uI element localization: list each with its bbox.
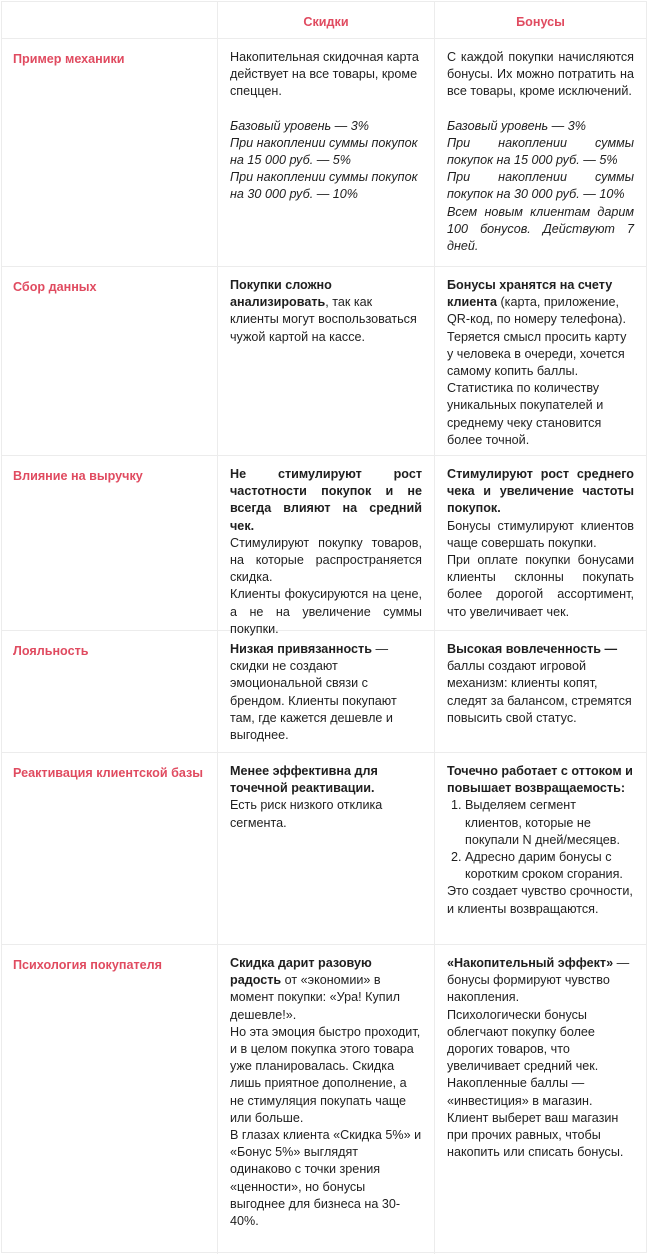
cell-text: Клиенты фокусируются на цене, а не на увеличение суммы покупки. [230, 587, 422, 636]
comparison-table [1, 1, 647, 1253]
discounts-cell [217, 631, 434, 752]
cell-text: Базовый уровень — 3% [447, 118, 586, 133]
cell-text: Бонусы стимулируют клиентов чаще совершать покупки. [447, 518, 634, 550]
cell-text: При накоплении суммы покупок на 30 000 руб. — 10% [447, 170, 634, 202]
discounts-cell [217, 753, 434, 944]
cell-bold-text: «Накопительный эффект» [447, 956, 614, 970]
discounts-cell [217, 267, 434, 455]
row-label: Реактивация клиентской базы [13, 766, 204, 780]
cell-text: — бонусы формируют чувство накопления. [447, 956, 630, 1005]
header-empty-cell [2, 2, 217, 38]
header-bonuses: Бонусы [434, 2, 646, 38]
cell-text: баллы создают игровой механизм: клиенты копят, следят за балансом, стремятся повысить свой статус. [447, 659, 632, 725]
cell-bold-text: Покупки сложно анализировать [230, 278, 332, 310]
cell-text: от «экономии» в момент покупки: «Ура! Купил дешевле!». [230, 973, 400, 1022]
cell-bold-text: Стимулируют рост среднего чека и увеличение частоты покупок. [447, 467, 634, 516]
header-discounts: Скидки [217, 2, 434, 38]
discounts-cell [217, 945, 434, 1254]
cell-text: Всем новым клиентам дарим 100 бонусов. Действуют 7 дней. [447, 204, 634, 254]
row-mechanics [2, 39, 646, 267]
row-revenue-impact [2, 456, 646, 636]
cell-bold-text: Точечно работает с оттоком и повышает возвращаемость: [447, 764, 633, 796]
steps-list [447, 797, 634, 883]
cell-bold-text: Скидка дарит разовую радость [230, 956, 372, 988]
bonuses-cell [434, 945, 646, 1254]
cell-text: Это создает чувство срочности, и клиенты возвращаются. [447, 884, 633, 916]
list-item: 2. Адресно дарим бонусы с коротким сроком сгорания. [465, 849, 634, 883]
cell-text: При накоплении суммы покупок на 15 000 руб. — 5% [230, 135, 418, 168]
cell-text: Есть риск низкого отклика сегмента. [230, 798, 383, 830]
bonuses-cell [434, 267, 646, 455]
row-loyalty [2, 631, 646, 753]
cell-text: В глазах клиента «Скидка 5%» и «Бонус 5%» выглядят одинаково с точки зрения «ценности», но бонусы выгоднее для бизнеса на 30-40%. [230, 1128, 422, 1229]
table-header-row [2, 2, 646, 39]
list-item: 1. Выделяем сегмент клиентов, которые не покупали N дней/месяцев. [465, 797, 634, 849]
cell-text: Базовый уровень — 3% [230, 118, 369, 133]
bonuses-cell [434, 39, 646, 266]
cell-text: (карта, приложение, QR-код, по номеру телефона). Теряется смысл просить карту у человека в очереди, хочется самому копить баллы. Статистика по количеству уникальных покупателей и среднему чеку становится более точной. [447, 295, 627, 447]
cell-text: При накоплении суммы покупок на 30 000 руб. — 10% [230, 170, 418, 202]
cell-text: Психологически бонусы облегчают покупку более дорогих товаров, что увеличивает средний чек. [447, 1007, 599, 1074]
row-label: Психология покупателя [13, 958, 162, 972]
cell-bold-text: Менее эффективна для точечной реактивации. [230, 764, 378, 796]
cell-text: При оплате покупки бонусами клиенты склонны покупать более дорогой ассортимент, что увеличивает чек. [447, 553, 634, 619]
cell-bold-text: Низкая привязанность [230, 642, 372, 656]
cell-text: Накопительная скидочная карта действует на все товары, кроме спеццен. [230, 50, 419, 99]
cell-text: С каждой покупки начисляются бонусы. Их можно потратить на все товары, кроме исключений. [447, 50, 634, 99]
row-label: Сбор данных [13, 280, 97, 294]
cell-text: Стимулируют покупку товаров, на которые распространяется скидка. [230, 535, 422, 585]
discounts-cell [217, 39, 434, 266]
cell-text: , так как клиенты могут воспользоваться чужой картой на кассе. [230, 295, 417, 344]
cell-bold-text: Высокая вовлеченность — [447, 642, 618, 656]
cell-text: — скидки не создают эмоциональной связи с брендом. Клиенты покупают там, где кажется дешевле и выгоднее. [230, 642, 397, 743]
row-data-collection [2, 267, 646, 456]
row-label: Влияние на выручку [13, 469, 143, 483]
bonuses-cell [434, 456, 646, 630]
row-label: Пример механики [13, 52, 125, 66]
cell-text: Но эта эмоция быстро проходит, и в целом покупка этого товара уже планировалась. Скидка лишь приятное дополнение, а не стимуляция покупать чаще или больше. [230, 1024, 421, 1125]
cell-bold-text: Не стимулируют рост частотности покупок и не всегда влияют на средний чек. [230, 467, 422, 533]
row-label: Лояльность [13, 644, 89, 658]
row-reactivation [2, 753, 646, 945]
discounts-cell [217, 456, 434, 636]
bonuses-cell [434, 753, 646, 944]
cell-text: При накоплении суммы покупок на 15 000 руб. — 5% [447, 135, 634, 168]
bonuses-cell [434, 631, 646, 752]
row-psychology [2, 945, 646, 1254]
cell-text: Накопленные баллы — «инвестиция» в магазин. Клиент выберет ваш магазин при прочих равных, чтобы накопить или списать бонусы. [447, 1076, 624, 1160]
cell-bold-text: Бонусы хранятся на счету клиента [447, 278, 613, 310]
